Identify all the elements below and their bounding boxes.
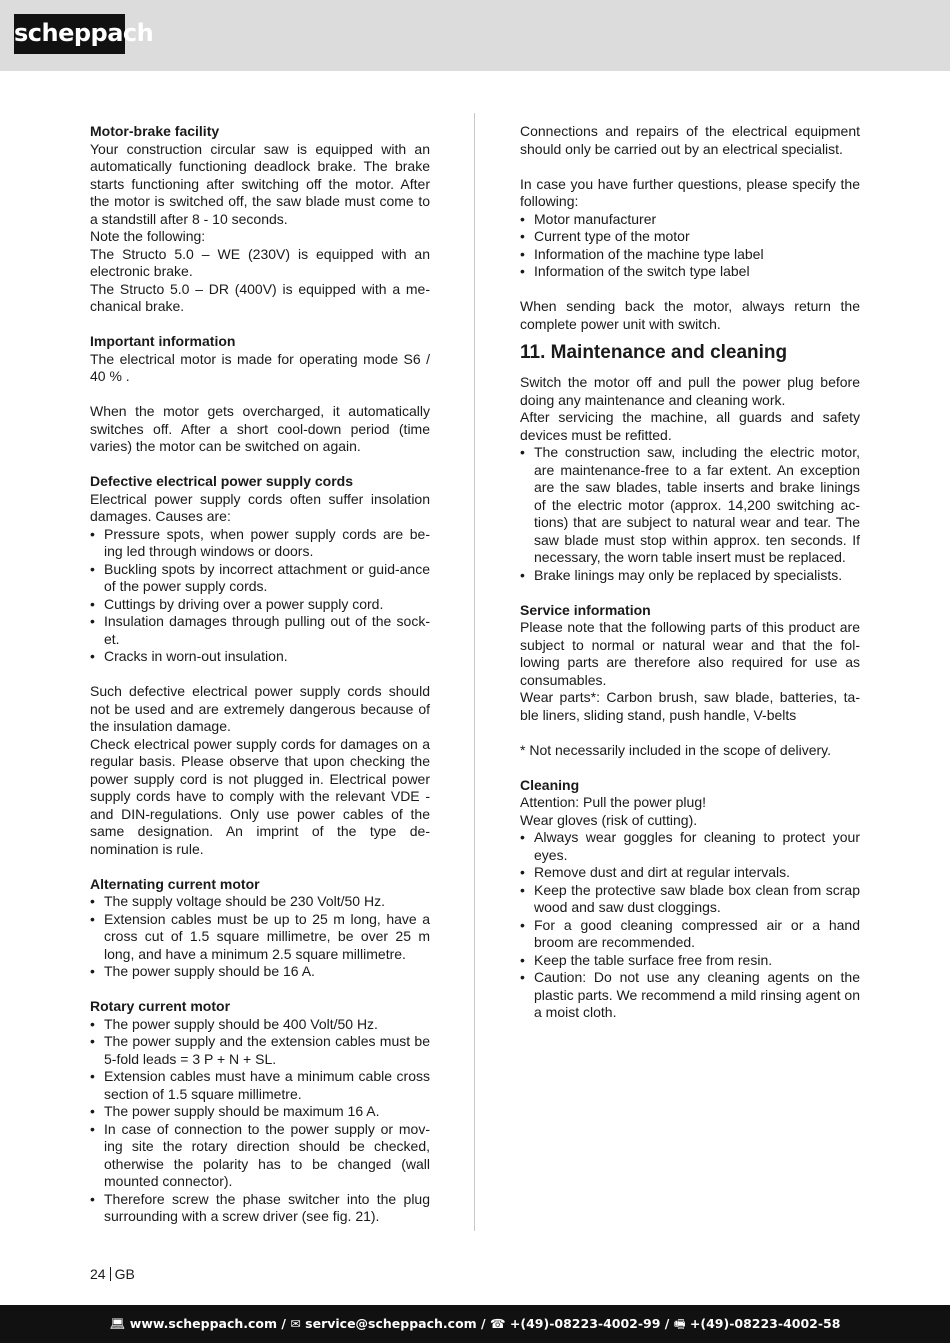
list-item: • Information of the switch type label xyxy=(520,263,860,281)
paragraph: Your construction circular saw is equipped with an automatically functioning deadlock brake. The brake starts functioning after switching off the motor. After the motor is switched off, the saw blade must come to a standstill after 8 - 10 seconds. xyxy=(90,140,430,227)
list-item: • Information of the machine type label xyxy=(520,246,860,264)
service-information-heading: Service information xyxy=(520,601,651,618)
paragraph: Such defective electrical power supply cords should not be used and are extremely dangerous because of the insulation damage. xyxy=(90,683,430,734)
paragraph: Attention: Pull the power plug! xyxy=(520,794,707,810)
page-number xyxy=(90,1265,135,1283)
left-column xyxy=(90,123,430,1226)
paragraph: When sending back the motor, always return the complete power unit with switch. xyxy=(520,298,860,332)
motor-brake-heading: Motor-brake facility xyxy=(90,123,220,139)
footnote: * Not necessarily included in the scope of delivery. xyxy=(520,741,832,758)
section-title-maintenance: 11. Maintenance and cleaning xyxy=(520,342,788,363)
list-item: • The power supply should be 400 Volt/50 Hz. xyxy=(90,1016,430,1034)
important-information-section xyxy=(90,333,430,456)
cleaning-heading: Cleaning xyxy=(520,776,580,793)
list-item: • Current type of the motor xyxy=(520,228,860,246)
important-information-heading: Important information xyxy=(90,333,236,349)
paragraph: Please note that the following parts of this product are subject to normal or natural wear and that the fol-lowing parts are therefore also required for use as consumables. xyxy=(520,619,860,688)
list-item: • Extension cables must be up to 25 m long, have a cross cut of 1.5 square millimetre, be over 25 m long, and have a minimum 2.5 square millimetre. xyxy=(90,911,430,964)
paragraph: In case you have further questions, please specify the following: xyxy=(520,175,860,209)
scheppach-logo: scheppach xyxy=(14,14,125,54)
fax-icon: 🖷︎ xyxy=(673,1316,686,1331)
paragraph: The Structo 5.0 – DR (400V) is equipped with a me-chanical brake. xyxy=(90,280,430,314)
phone-icon: ☎︎ xyxy=(489,1316,506,1331)
paragraph: The Structo 5.0 – WE (230V) is equipped with an electronic brake. xyxy=(90,245,430,279)
list-item: • Buckling spots by incorrect attachment or guid-ance of the power supply cords. xyxy=(90,561,430,596)
list-item: • The power supply should be 16 A. xyxy=(90,963,430,981)
list-item: • Motor manufacturer xyxy=(520,211,860,229)
cleaning-section xyxy=(520,777,860,1022)
rotary-current-section xyxy=(90,998,430,1226)
footer-separator: / xyxy=(277,1316,291,1331)
footer-website-link[interactable]: www.scheppach.com xyxy=(129,1316,278,1331)
list-item: • Therefore screw the phase switcher into the plug surrounding with a screw driver (see fig. 21). xyxy=(90,1191,430,1226)
column-divider xyxy=(474,113,475,1231)
paragraph: Note the following: xyxy=(90,228,206,244)
list-item: • The supply voltage should be 230 Volt/50 Hz. xyxy=(90,893,430,911)
page-header xyxy=(0,0,950,71)
alternating-current-heading: Alternating current motor xyxy=(90,875,260,892)
defective-cords-heading: Defective electrical power supply cords xyxy=(90,473,353,489)
footer-email-link[interactable]: service@scheppach.com xyxy=(305,1316,477,1331)
paragraph: The electrical motor is made for operating mode S6 / 40 % . xyxy=(90,350,430,384)
list-item: • Caution: Do not use any cleaning agents on the plastic parts. We recommend a mild rinsing agent on a moist cloth. xyxy=(520,969,860,1022)
list-item: • Pressure spots, when power supply cords are be-ing led through windows or doors. xyxy=(90,526,430,561)
motor-brake-section xyxy=(90,123,430,316)
paragraph: Electrical power supply cords often suffer insolation damages. Causes are: xyxy=(90,490,430,524)
list-item: • The power supply and the extension cables must be 5-fold leads = 3 P + N + SL. xyxy=(90,1033,430,1068)
envelope-icon: ✉︎ xyxy=(290,1316,301,1331)
list-item: • Insulation damages through pulling out of the sock-et. xyxy=(90,613,430,648)
paragraph: Wear parts*: Carbon brush, saw blade, batteries, ta-ble liners, sliding stand, push handle, V-belts xyxy=(520,689,860,723)
paragraph: When the motor gets overcharged, it automatically switches off. After a short cool-down period (time varies) the motor can be switched on again. xyxy=(90,403,430,454)
page-language: GB xyxy=(114,1266,135,1282)
list-item: • Keep the protective saw blade box clean from scrap wood and saw dust cloggings. xyxy=(520,882,860,917)
list-item: • Brake linings may only be replaced by specialists. xyxy=(520,567,860,585)
paragraph: Switch the motor off and pull the power plug before doing any maintenance and cleaning work. xyxy=(520,374,860,408)
defective-cords-section xyxy=(90,473,430,858)
page-number-separator xyxy=(110,1267,111,1281)
footer-phone: +(49)-08223-4002-99 xyxy=(509,1316,661,1331)
list-item: • Extension cables must have a minimum cable cross section of 1.5 square millimetre. xyxy=(90,1068,430,1103)
rotary-current-heading: Rotary current motor xyxy=(90,998,231,1014)
alternating-current-section xyxy=(90,876,430,981)
list-item: • The power supply should be maximum 16 A. xyxy=(90,1103,430,1121)
list-item: • Keep the table surface free from resin. xyxy=(520,952,860,970)
paragraph: Wear gloves (risk of cutting). xyxy=(520,811,698,828)
paragraph: After servicing the machine, all guards and safety devices must be refitted. xyxy=(520,409,860,443)
footer-separator: / xyxy=(660,1316,674,1331)
page-footer xyxy=(0,1305,950,1343)
list-item: • In case of connection to the power supply or mov-ing site the rotary direction should be checked, otherwise the polarity has to be changed (wall mounted connector). xyxy=(90,1121,430,1191)
service-information-section xyxy=(520,602,860,760)
list-item: • Cracks in worn-out insulation. xyxy=(90,648,430,666)
list-item: • For a good cleaning compressed air or a hand broom are recommended. xyxy=(520,917,860,952)
list-item: • Remove dust and dirt at regular intervals. xyxy=(520,864,860,882)
list-item: • The construction saw, including the electric motor, are maintenance-free to a far extent. An exception are the saw blades, table inserts and brake linings of the electric motor (approx. 14,200 switching ac-tions) that are subject to natural wear and tear. The saw blade must stop within approx. ten seconds. If necessary, the worn table insert must be replaced. xyxy=(520,444,860,567)
computer-icon: 💻︎ xyxy=(109,1316,126,1331)
list-item: • Always wear goggles for cleaning to protect your eyes. xyxy=(520,829,860,864)
paragraph: Connections and repairs of the electrical equipment should only be carried out by an electrical specialist. xyxy=(520,123,860,157)
list-item: • Cuttings by driving over a power supply cord. xyxy=(90,596,430,614)
footer-separator: / xyxy=(476,1316,490,1331)
page-number-value: 24 xyxy=(90,1266,106,1282)
right-column xyxy=(520,123,860,1022)
paragraph: Check electrical power supply cords for damages on a regular basis. Please observe that upon checking the power supply cord is not plugged in. Electrical power supply cords have to comply with the relevant VDE - and DIN-regulations. Only use power cables of the same designation. An imprint of the type de-nomination is rule. xyxy=(90,735,430,857)
footer-fax: +(49)-08223-4002-58 xyxy=(689,1316,841,1331)
